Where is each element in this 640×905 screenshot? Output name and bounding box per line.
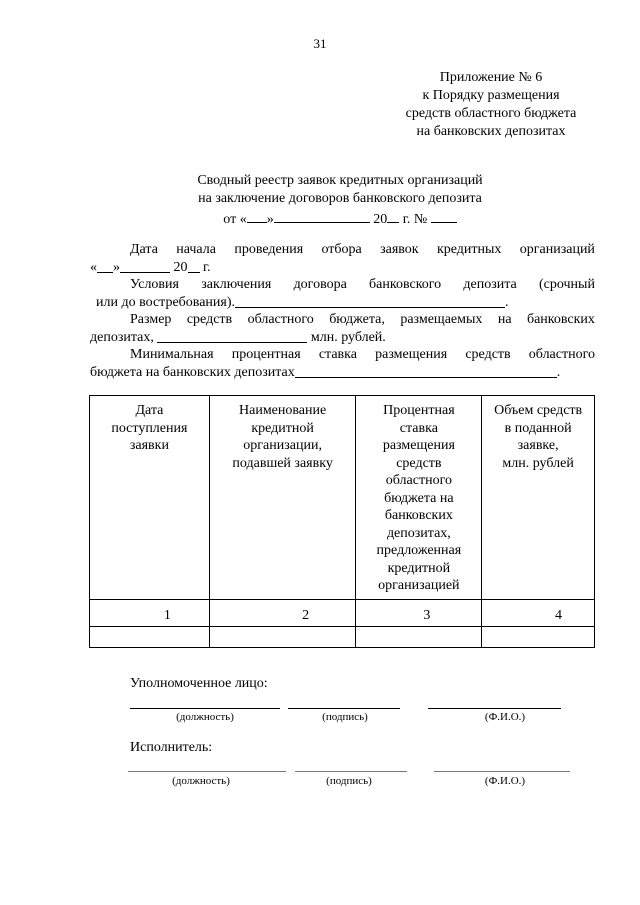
authorized-name-line [428, 708, 561, 709]
title-line: на заключение договоров банковского депозита [198, 191, 482, 206]
executor-position-line [128, 771, 286, 772]
min-rate-blank [295, 364, 557, 378]
executor-label: Исполнитель: [130, 740, 213, 755]
conditions-field: Условия заключения договора банковского депозита (срочный или до востребования). . [96, 277, 595, 310]
header-rate: Процентная ставка размещения средств областного бюджета на банковских депозитах, предложенная кредитной организацией [356, 396, 482, 600]
amount-blank [157, 329, 307, 343]
year-blank [188, 259, 200, 273]
month-blank [274, 208, 370, 223]
authorized-position-line [130, 708, 280, 709]
year-blank [387, 208, 399, 223]
title-line: Сводный реестр заявок кредитных организаций [197, 173, 483, 188]
start-date-field: Дата начала проведения отбора заявок кредитных организаций « » 20 г. [90, 242, 595, 275]
executor-signature-line [295, 771, 407, 772]
header-date: Дата поступления заявки [90, 396, 210, 600]
table-header-row [90, 396, 595, 600]
name-caption: (Ф.И.О.) [484, 775, 526, 787]
appendix-line: Приложение № 6 [439, 70, 543, 85]
name-caption: (Ф.И.О.) [484, 711, 526, 723]
conditions-blank [235, 294, 505, 308]
authorized-person-label: Уполномоченное лицо: [130, 676, 268, 691]
signature-caption: (подпись) [326, 775, 372, 787]
table-cell [209, 626, 356, 647]
min-rate-field: Минимальная процентная ставка размещения средств областного бюджета на банковских депозитах . [90, 347, 595, 380]
table-cell [356, 626, 482, 647]
table-number-row [90, 599, 595, 626]
appendix-line: средств областного бюджета [405, 106, 577, 121]
column-number: 3 [356, 599, 482, 626]
signature-caption: (подпись) [322, 711, 368, 723]
day-blank [97, 259, 113, 273]
page-number: 31 [313, 36, 327, 51]
authorized-signature-line [288, 708, 400, 709]
header-amount: Объем средств в поданной заявке, млн. рублей [482, 396, 595, 600]
appendix-line: на банковских депозитах [416, 124, 566, 139]
table-cell [90, 626, 210, 647]
column-number: 4 [482, 599, 595, 626]
day-blank [247, 208, 267, 223]
column-number: 1 [90, 599, 210, 626]
register-table [89, 395, 595, 648]
title-date-line: от « » 20 г. № [140, 208, 540, 229]
month-blank [120, 259, 170, 273]
appendix-header [380, 69, 602, 141]
column-number: 2 [209, 599, 356, 626]
table-cell [482, 626, 595, 647]
position-caption: (должность) [172, 775, 230, 787]
position-caption: (должность) [176, 711, 234, 723]
executor-name-line [434, 771, 570, 772]
appendix-line: к Порядку размещения [422, 88, 560, 103]
header-organization: Наименование кредитной организации, подавшей заявку [209, 396, 356, 600]
document-title [140, 172, 540, 229]
number-blank [431, 208, 457, 223]
amount-field: Размер средств областного бюджета, размещаемых на банковских депозитах, млн. рублей. [90, 312, 595, 345]
table-row [90, 626, 595, 647]
